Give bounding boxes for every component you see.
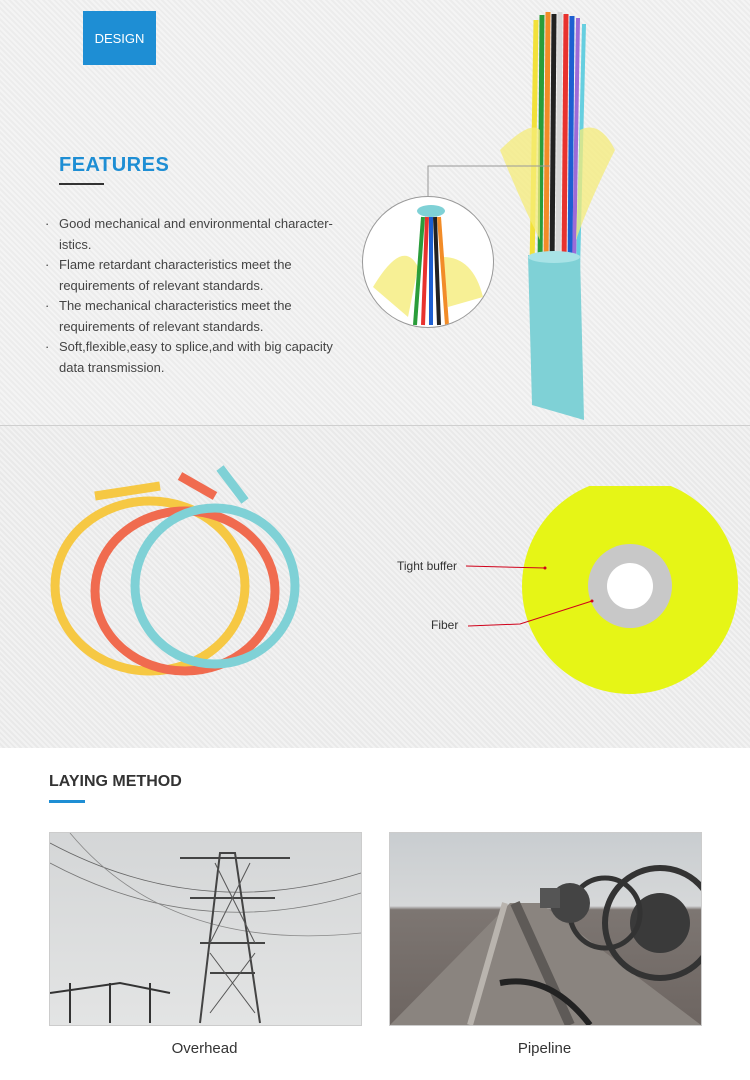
magnifier-fibers bbox=[363, 197, 493, 327]
feature-text: The mechanical characteristics meet the requirements of relevant standards. bbox=[59, 298, 292, 334]
feature-item bbox=[45, 337, 355, 378]
bullet-icon: · bbox=[45, 339, 50, 354]
feature-item bbox=[45, 214, 355, 255]
laying-method-title: LAYING METHOD bbox=[49, 773, 182, 790]
design-section bbox=[0, 0, 750, 425]
feature-text: Soft,flexible,easy to splice,and with big capacity data transmission. bbox=[59, 339, 333, 375]
structure-section bbox=[0, 425, 750, 748]
design-badge bbox=[83, 11, 156, 65]
pipeline-caption: Pipeline bbox=[517, 1040, 572, 1057]
tight-buffer-label: Tight buffer bbox=[397, 559, 458, 573]
feature-item bbox=[45, 296, 355, 337]
bullet-icon: · bbox=[45, 257, 50, 272]
overhead-caption: Overhead bbox=[171, 1040, 238, 1057]
pipeline-photo bbox=[389, 832, 702, 1026]
features-title: FEATURES bbox=[59, 154, 170, 176]
bullet-icon: · bbox=[45, 216, 50, 231]
bullet-icon: · bbox=[45, 298, 50, 313]
coiled-cables-illustration bbox=[40, 456, 300, 696]
cable-illustration bbox=[480, 0, 620, 425]
overhead-photo bbox=[49, 832, 362, 1026]
cross-section-diagram bbox=[460, 486, 750, 716]
feature-text: Good mechanical and environmental characteristics. bbox=[59, 216, 333, 252]
design-badge-label: DESIGN bbox=[94, 30, 145, 46]
fiber-label: Fiber bbox=[431, 618, 459, 632]
features-list bbox=[45, 214, 355, 378]
cable-reels-icon bbox=[390, 833, 701, 1025]
transmission-tower-icon bbox=[50, 833, 361, 1025]
features-underline bbox=[59, 183, 104, 185]
laying-method-underline bbox=[49, 800, 85, 803]
magnifier-leader bbox=[425, 160, 555, 200]
magnifier-detail bbox=[362, 196, 494, 328]
feature-text: Flame retardant characteristics meet the requirements of relevant standards. bbox=[59, 257, 292, 293]
feature-item bbox=[45, 255, 355, 296]
